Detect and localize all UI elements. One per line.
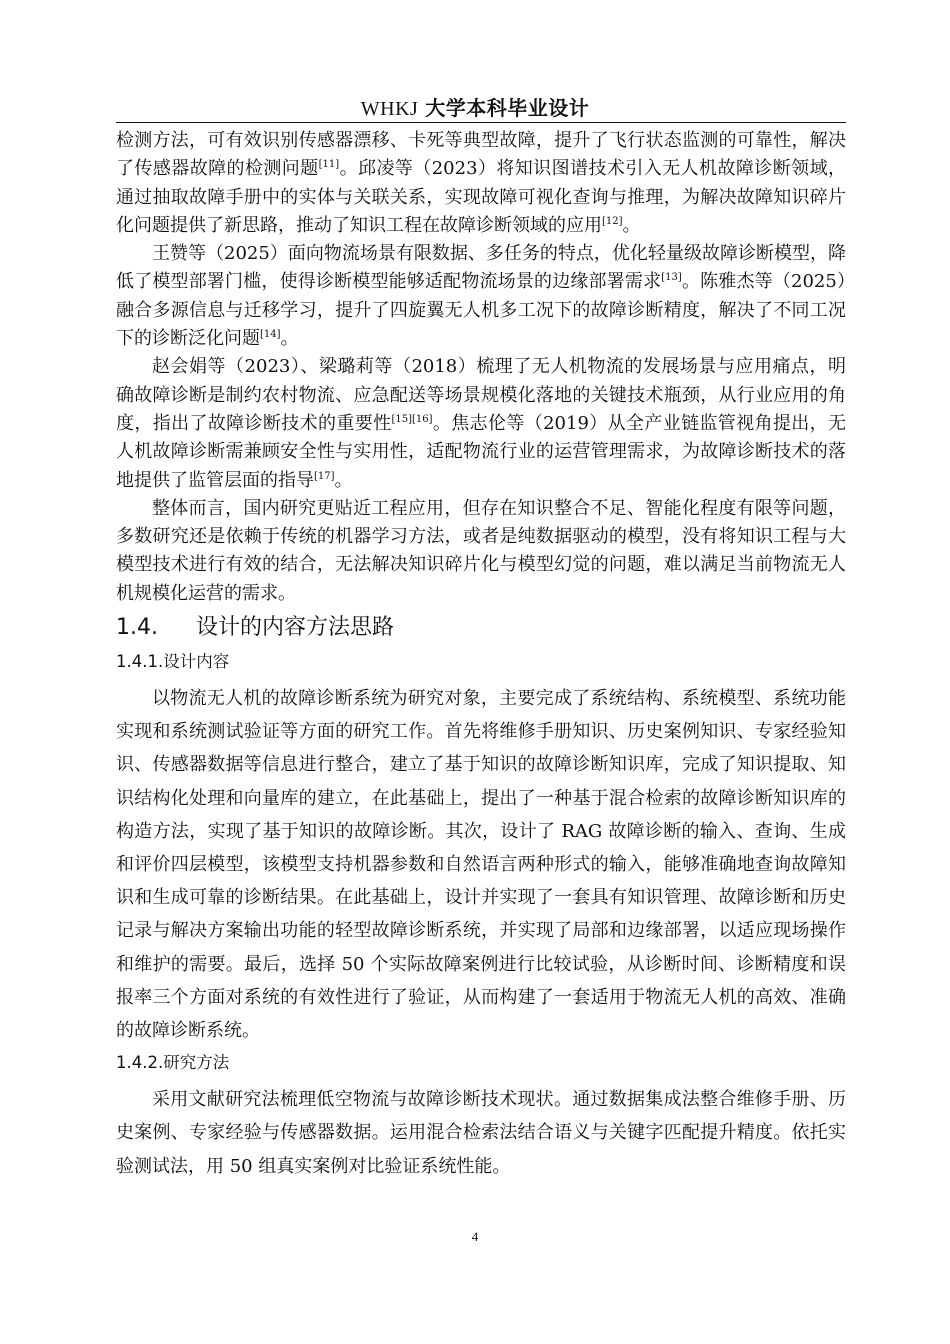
subsection-heading-design: 1.4.1.设计内容	[116, 652, 230, 672]
page-number: 4	[471, 1229, 479, 1244]
citation-ref: [12]	[602, 215, 623, 227]
citation-ref: [14]	[260, 329, 281, 341]
paragraph-continued: 检测方法，可有效识别传感器漂移、卡死等典型故障，提升了飞行状态监测的可靠性，解决了传感器故障的检测问题[11]。邱凌等（2023）将知识图谱技术引入无人机故障诊断领域，通过抽取故障手册中的实体与关联关系，实现故障可视化查询与推理，为解决故障知识碎片化问题提供了新思路，推动了知识工程在故障诊断领域的应用[12]。	[116, 130, 846, 236]
section-heading	[116, 610, 846, 646]
paragraph-zhao: 赵会娟等（2023）、梁璐莉等（2018）梳理了无人机物流的发展场景与应用痛点，明确故障诊断是制约农村物流、应急配送等场景规模化落地的关键技术瓶颈，从行业应用的角度，指出了故障诊断技术的重要性[15][16]。焦志伦等（2019）从全产业链监管视角提出，无人机故障诊断需兼顾安全性与实用性，适配物流行业的运营管理需求，为故障诊断技术的落地提供了监管层面的指导[17]。	[116, 356, 846, 491]
page-header	[0, 96, 950, 121]
header-school-code: WHKJ	[360, 98, 419, 120]
citation-ref: [17]	[314, 470, 335, 482]
paragraph-summary: 整体而言，国内研究更贴近工程应用，但存在知识整合不足、智能化程度有限等问题，多数研究还是依赖于传统的机器学习方法，或者是纯数据驱动的模型，没有将知识工程与大模型技术进行有效的结合，无法解决知识碎片化与模型幻觉的问题，难以满足当前物流无人机规模化运营的需求。	[116, 497, 846, 604]
paragraph-design-content: 以物流无人机的故障诊断系统为研究对象，主要完成了系统结构、系统模型、系统功能实现和系统测试验证等方面的研究工作。首先将维修手册知识、历史案例知识、专家经验知识、传感器数据等信息进行整合，建立了基于知识的故障诊断知识库，完成了知识提取、知识结构化处理和向量库的建立，在此基础上，提出了一种基于混合检索的故障诊断知识库的构造方法，实现了基于知识的故障诊断。其次，设计了 RAG 故障诊断的输入、查询、生成和评价四层模型，该模型支持机器参数和自然语言两种形式的输入，能够准确地查询故障知识和生成可靠的诊断结果。在此基础上，设计并实现了一套具有知识管理、故障诊断和历史记录与解决方案输出功能的轻型故障诊断系统，并实现了局部和边缘部署，以适应现场操作和维护的需要。最后，选择 50 个实际故障案例进行比较试验，从诊断时间、诊断精度和误报率三个方面对系统的有效性进行了验证，从而构建了一套适用于物流无人机的高效、准确的故障诊断系统。	[116, 688, 846, 1042]
section-title: 设计的内容方法思路	[196, 615, 395, 641]
header-title: 大学本科毕业设计	[425, 96, 590, 120]
header-rule	[116, 122, 846, 123]
citation-ref: [15][16]	[391, 413, 433, 425]
paragraph-research-method: 采用文献研究法梳理低空物流与故障诊断技术现状。通过数据集成法整合维修手册、历史案例、专家经验与传感器数据。运用混合检索法结合语义与关键字匹配提升精度。依托实验测试法，用 50 组真实案例对比验证系统性能。	[116, 1089, 846, 1177]
section-number: 1.4.	[116, 615, 158, 641]
citation-ref: [11]	[318, 159, 340, 171]
paragraph-wang: 王赞等（2025）面向物流场景有限数据、多任务的特点，优化轻量级故障诊断模型，降低了模型部署门槛，使得诊断模型能够适配物流场景的边缘部署需求[13]。陈雅杰等（2025）融合多源信息与迁移学习，提升了四旋翼无人机多工况下的故障诊断精度，解决了不同工况下的诊断泛化问题[14]。	[116, 243, 847, 350]
citation-ref: [13]	[661, 272, 682, 284]
subsection-heading-method: 1.4.2.研究方法	[116, 1053, 230, 1073]
page-body	[116, 127, 846, 1183]
